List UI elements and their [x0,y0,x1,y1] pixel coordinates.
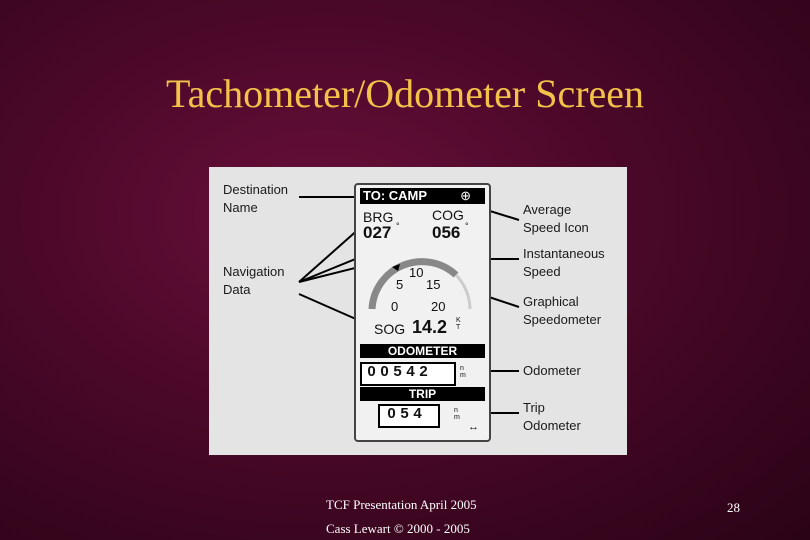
trip-digits [386,405,423,422]
trip-digit: 4 [413,405,422,422]
odometer-unit: n m [460,365,466,379]
destination-header [360,188,485,204]
trip-digit: 5 [400,405,409,422]
gps-device-screen [354,183,491,442]
dial-tick-label: 20 [431,299,446,314]
callout-navigation-data: Navigation Data [223,264,285,297]
trip-bar: TRIP [360,387,485,401]
slide-title: Tachometer/Odometer Screen [165,71,645,116]
degree-symbol: ° [396,221,400,231]
trip-digit: 0 [387,405,396,422]
callout-instantaneous-speed: Instantaneous Speed [523,246,605,279]
screen-diagram [209,167,627,455]
trip-unit: n m [454,407,460,421]
brg-label: BRG [363,209,394,225]
footer-text: TCF Presentation April 2005 [326,497,477,512]
speedometer-dial [356,247,489,327]
odometer-digit: 0 [367,363,376,380]
odometer-digits [366,363,429,380]
crosshair-icon: ⊕ [460,188,471,203]
brg-value: 027 [363,223,392,242]
page-number: 28 [727,500,740,515]
dial-tick-label: 5 [396,277,404,292]
odometer-bar: ODOMETER [360,344,485,358]
odometer-digit: 2 [419,363,428,380]
cog-label: COG [432,207,464,223]
odometer-digit: 5 [393,363,402,380]
dial-tick-label: 0 [391,299,399,314]
callout-graphical-speedometer: Graphical Speedometer [523,294,602,327]
callout-odometer: Odometer [523,363,581,378]
callout-trip-odometer: Trip Odometer [523,400,581,433]
dial-tick-label: 15 [426,277,441,292]
callout-destination-name: Destination Name [223,182,289,215]
destination-name: TO: CAMP [363,188,428,203]
scroll-arrows-icon: ↔ [468,421,479,433]
odometer-digit: 0 [380,363,389,380]
cog-value: 056 [432,223,461,242]
sog-value: 14.2 [412,317,448,337]
decorative-bar [792,128,810,138]
sog-label: SOG [374,321,406,337]
callout-average-speed-icon: Average Speed Icon [523,202,589,235]
speed-arc-track [456,275,470,309]
degree-symbol: ° [465,221,469,231]
dial-tick-label: 10 [409,265,424,280]
copyright-text: Cass Lewart © 2000 - 2005 [326,521,470,536]
odometer-digit: 4 [406,363,415,380]
speed-unit: K T [456,317,461,331]
